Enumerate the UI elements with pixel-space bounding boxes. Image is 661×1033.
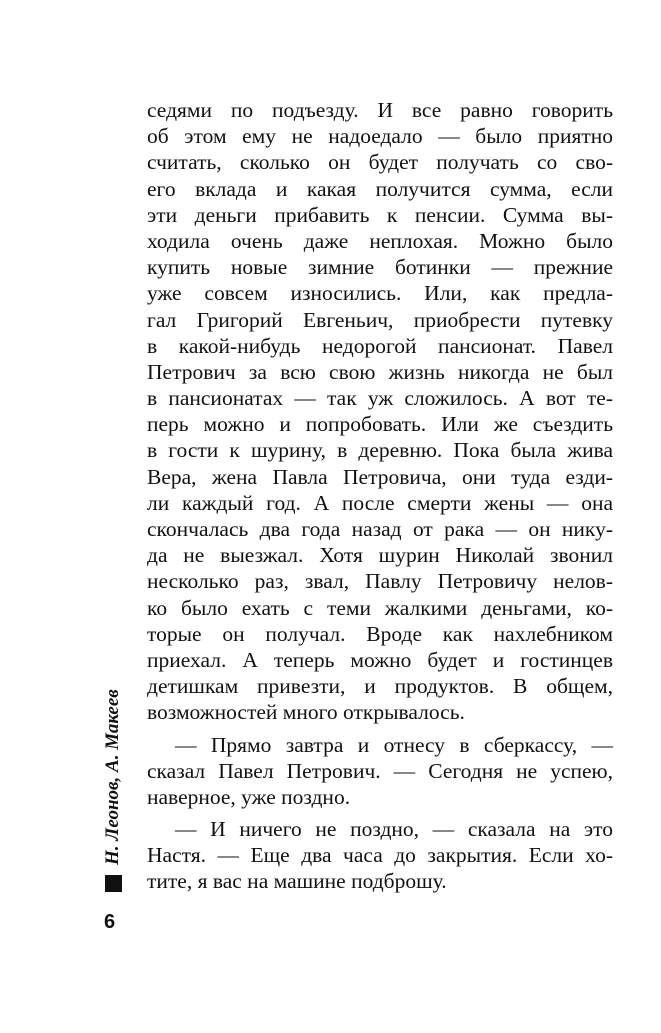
text-line: наверное, уже поздно. <box>147 784 351 809</box>
text-line: — И ничего не поздно, — сказала на это <box>175 817 613 842</box>
text-line: Петрович за всю свою жизнь никогда не был <box>147 359 613 384</box>
text-line: считать, сколько он будет получать со сво- <box>147 150 613 175</box>
text-line: седями по подъезду. И все равно говорить <box>147 98 613 122</box>
text-line: Настя. — Еще два часа до закрытия. Если хо- <box>147 843 613 868</box>
page-number: 6 <box>104 911 116 933</box>
text-line: ко было ехать с теми жалкими деньгами, ко- <box>147 595 613 620</box>
text-line: купить новые зимние ботинки — прежние <box>147 255 613 280</box>
text-line: приехал. А теперь можно будет и гостинцев <box>147 647 613 672</box>
text-line: ходила очень даже неплохая. Можно было <box>147 228 613 253</box>
text-line: Вера, жена Павла Петровича, они туда езди- <box>147 464 613 489</box>
text-line: в гости к шурину, в деревню. Пока была жива <box>147 438 613 463</box>
text-line: уже совсем износились. Или, как предла- <box>147 281 613 306</box>
text-line: детишкам привезти, и продуктов. В общем, <box>147 674 613 699</box>
running-head <box>100 592 126 892</box>
text-line: торые он получал. Вроде как нахлебником <box>147 621 613 646</box>
page-text <box>147 97 613 895</box>
text-line: несколько раз, звал, Павлу Петровичу нелов- <box>147 569 613 594</box>
text-line: его вклада и какая получится сумма, если <box>147 176 613 201</box>
text-line: в какой-нибудь недорогой пансионат. Павел <box>147 333 613 358</box>
text-line: возможностей много открывалось. <box>147 700 465 725</box>
text-line: гал Григорий Евгеньич, приобрести путевку <box>147 307 613 332</box>
text-line: ли каждый год. А после смерти жены — она <box>147 490 613 515</box>
text-line: эти деньги прибавить к пенсии. Сумма вы- <box>147 202 613 227</box>
text-line: перь можно и попробовать. Или же съездить <box>147 412 613 437</box>
text-line: об этом ему не надоедало — было приятно <box>147 124 613 149</box>
running-head-square-mark <box>105 875 122 892</box>
running-head-author: Н. Леонов, А. Макеев <box>102 689 123 865</box>
text-line: да не выезжал. Хотя шурин Николай звонил <box>147 543 613 568</box>
text-line: скончалась два года назад от рака — он нику- <box>147 517 613 541</box>
text-line: в пансионатах — так уж сложилось. А вот те- <box>147 386 613 411</box>
text-line: — Прямо завтра и отнесу в сберкассу, — <box>175 732 613 757</box>
text-line: сказал Павел Петрович. — Сегодня не успею, <box>147 758 613 783</box>
text-line: тите, я вас на машине подброшу. <box>147 869 447 894</box>
